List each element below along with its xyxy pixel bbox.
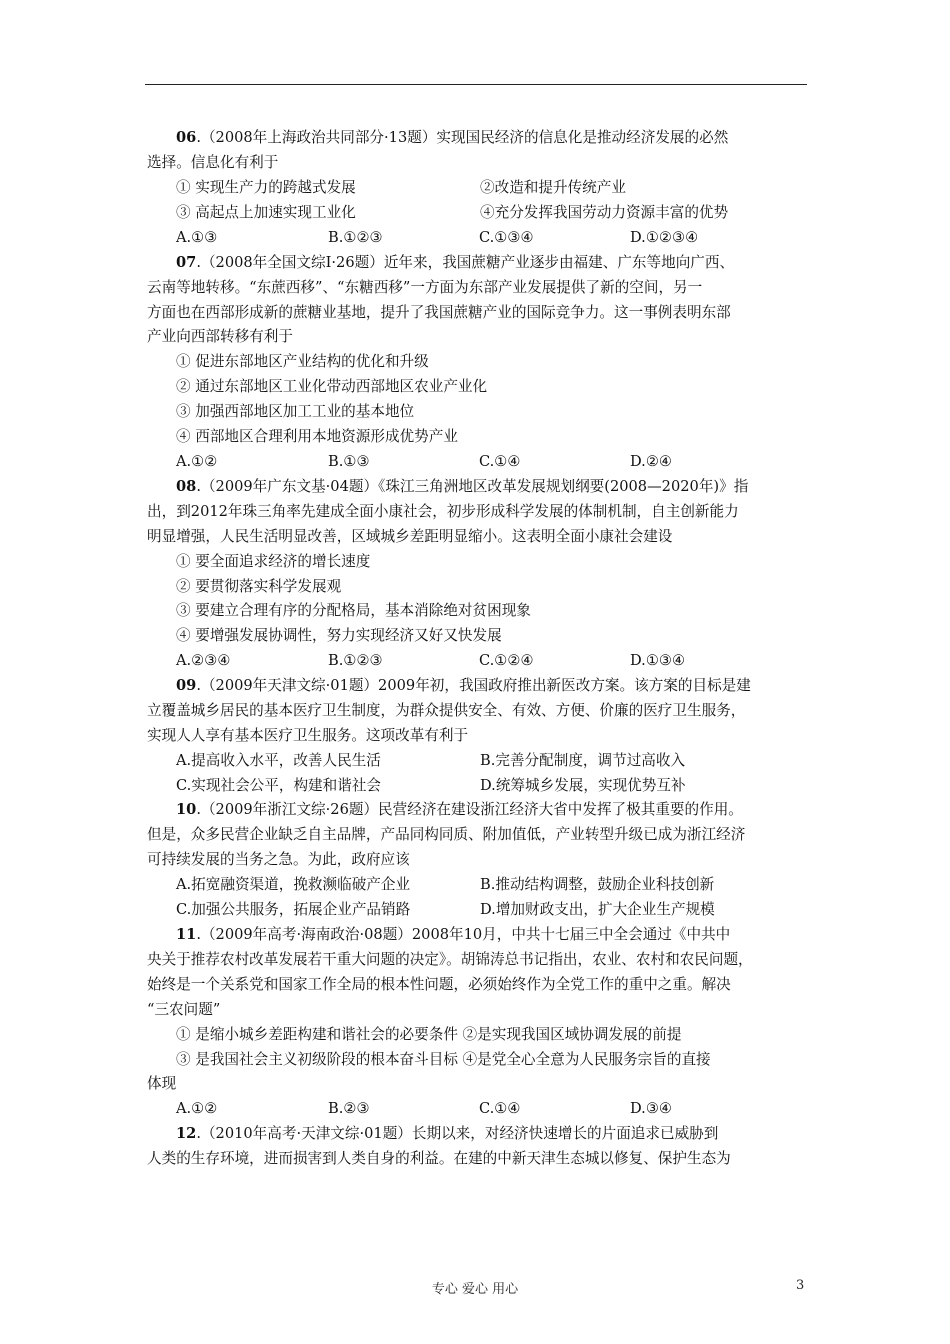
q08-stem-line3: 明显增强，人民生活明显改善，区域城乡差距明显缩小。这表明全面小康社会建设 (147, 528, 673, 545)
q07-stem-line3: 方面也在西部形成新的蔗糖业基地，提升了我国蔗糖产业的国际竞争力。这一事例表明东部 (147, 304, 731, 321)
q08-statement-1: ① 要全面追求经济的增长速度 (176, 553, 371, 570)
q06-option-b: B.①②③ (328, 229, 383, 246)
q09-stem-line1: .（2009年天津文综·01题）2009年初，我国政府推出新医改方案。该方案的目标是建 (196, 677, 751, 694)
q07-option-d: D.②④ (630, 453, 672, 470)
q07-statement-4: ④ 西部地区合理利用本地资源形成优势产业 (176, 428, 458, 445)
q06-option-a: A.①③ (176, 229, 218, 246)
q11-stem-line4: “三农问题” (147, 1001, 221, 1018)
q07-option-b: B.①③ (328, 453, 370, 470)
q09-options-row1 (176, 748, 836, 773)
q10-option-b: B.推动结构调整，鼓励企业科技创新 (480, 876, 715, 893)
q09-option-c: C.实现社会公平，构建和谐社会 (176, 777, 382, 794)
q09-option-b: B.完善分配制度，调节过高收入 (480, 752, 686, 769)
q09-stem-line3: 实现人人享有基本医疗卫生服务。这项改革有利于 (147, 727, 469, 744)
q11-stem-line1: .（2009年高考·海南政治·08题）2008年10月，中共十七届三中全会通过《中共中 (196, 926, 731, 943)
q12-stem-line2: 人类的生存环境，进而损害到人类自身的利益。在建的中新天津生态城以修复、保护生态为 (147, 1150, 731, 1167)
q09-stem-line2: 立覆盖城乡居民的基本医疗卫生制度，为群众提供安全、有效、方便、价廉的医疗卫生服务， (147, 702, 746, 719)
q06-stem-line2: 选择。信息化有利于 (147, 154, 279, 171)
q07-stem-line4: 产业向西部转移有利于 (147, 328, 293, 345)
q08-stem-line1: .（2009年广东文基·04题）《珠江三角洲地区改革发展规划纲要(2008—2020年)》指 (196, 478, 749, 495)
q08-statement-3: ③ 要建立合理有序的分配格局，基本消除绝对贫困现象 (176, 602, 531, 619)
q09-options-row2 (176, 773, 836, 798)
q08-stem (176, 474, 836, 499)
q09-number: 09 (176, 677, 197, 694)
q08-statement-2: ② 要贯彻落实科学发展观 (176, 578, 342, 595)
q10-option-c: C.加强公共服务，拓展企业产品销路 (176, 901, 411, 918)
q12-stem-line1: .（2010年高考·天津文综·01题）长期以来，对经济快速增长的片面追求已威胁到 (196, 1125, 719, 1142)
q11-statements-row1: ① 是缩小城乡差距构建和谐社会的必要条件 ②是实现我国区域协调发展的前提 (176, 1026, 682, 1043)
q07-statement-1: ① 促进东部地区产业结构的优化和升级 (176, 353, 429, 370)
q11-option-b: B.②③ (328, 1100, 370, 1117)
q08-option-b: B.①②③ (328, 652, 383, 669)
q07-stem (176, 250, 836, 275)
q10-stem-line1: .（2009年浙江文综·26题）民营经济在建设浙江经济大省中发挥了极其重要的作用。 (196, 801, 743, 818)
q08-option-a: A.②③④ (176, 652, 231, 669)
header-rule (145, 84, 807, 85)
q11-option-a: A.①② (176, 1100, 218, 1117)
q10-options-row1 (176, 872, 836, 897)
q11-stem-line3: 始终是一个关系党和国家工作全局的根本性问题，必须始终作为全党工作的重中之重。解决 (147, 976, 731, 993)
q08-statement-4: ④ 要增强发展协调性，努力实现经济又好又快发展 (176, 627, 502, 644)
q07-option-a: A.①② (176, 453, 218, 470)
q06-statements-row1 (176, 175, 836, 200)
q10-option-d: D.增加财政支出，扩大企业生产规模 (480, 901, 715, 918)
q06-statement-2: ②改造和提升传统产业 (480, 179, 626, 196)
q11-number: 11 (176, 926, 197, 943)
q06-statement-3: ③ 高起点上加速实现工业化 (176, 204, 356, 221)
q06-stem-line1: .（2008年上海政治共同部分·13题）实现国民经济的信息化是推动经济发展的必然 (196, 129, 729, 146)
q07-stem-line1: .（2008年全国文综Ⅰ·26题）近年来，我国蔗糖产业逐步由福建、广东等地向广西、 (196, 254, 735, 271)
q07-number: 07 (176, 254, 197, 271)
q10-stem-line3: 可持续发展的当务之急。为此，政府应该 (147, 851, 410, 868)
q09-stem (176, 673, 836, 698)
q06-statement-1: ① 实现生产力的跨越式发展 (176, 179, 356, 196)
q06-option-d: D.①②③④ (630, 229, 699, 246)
q11-statements-row2: ③ 是我国社会主义初级阶段的根本奋斗目标 ④是党全心全意为人民服务宗旨的直接 (176, 1051, 711, 1068)
q08-stem-line2: 出，到2012年珠三角率先建成全面小康社会，初步形成科学发展的体制机制，自主创新能力 (147, 503, 739, 520)
q07-stem-line2: 云南等地转移。“东蔗西移”、“东糖西移”一方面为东部产业发展提供了新的空间，另一 (147, 279, 703, 296)
q10-options-row2 (176, 897, 836, 922)
q06-statements-row2 (176, 200, 836, 225)
q06-stem (176, 125, 836, 150)
q06-option-c: C.①③④ (479, 229, 534, 246)
q09-option-d: D.统筹城乡发展，实现优势互补 (480, 777, 686, 794)
q11-option-d: D.③④ (630, 1100, 672, 1117)
q06-statement-4: ④充分发挥我国劳动力资源丰富的优势 (480, 204, 729, 221)
q08-option-d: D.①③④ (630, 652, 686, 669)
q11-stem-line2: 央关于推荐农村改革发展若干重大问题的决定》。胡锦涛总书记指出，农业、农村和农民问题， (147, 951, 753, 968)
q12-stem (176, 1121, 836, 1146)
q11-statements-row2-cont: 体现 (147, 1075, 177, 1092)
q10-stem (176, 797, 836, 822)
q09-option-a: A.提高收入水平，改善人民生活 (176, 752, 381, 769)
q06-number: 06 (176, 129, 197, 146)
q08-number: 08 (176, 478, 197, 495)
q10-option-a: A.拓宽融资渠道，挽救濒临破产企业 (176, 876, 411, 893)
q07-statement-2: ② 通过东部地区工业化带动西部地区农业产业化 (176, 378, 488, 395)
q07-option-c: C.①④ (479, 453, 521, 470)
q08-option-c: C.①②④ (479, 652, 534, 669)
q12-number: 12 (176, 1125, 197, 1142)
q07-statement-3: ③ 加强西部地区加工工业的基本地位 (176, 403, 415, 420)
footer-slogan: 专心 爱心 用心 (431, 1282, 519, 1297)
q11-option-c: C.①④ (479, 1100, 521, 1117)
q10-stem-line2: 但是，众多民营企业缺乏自主品牌，产品同构同质、附加值低，产业转型升级已成为浙江经济 (147, 826, 746, 843)
q10-number: 10 (176, 801, 197, 818)
q11-stem (176, 922, 836, 947)
page-number: 3 (796, 1278, 805, 1293)
